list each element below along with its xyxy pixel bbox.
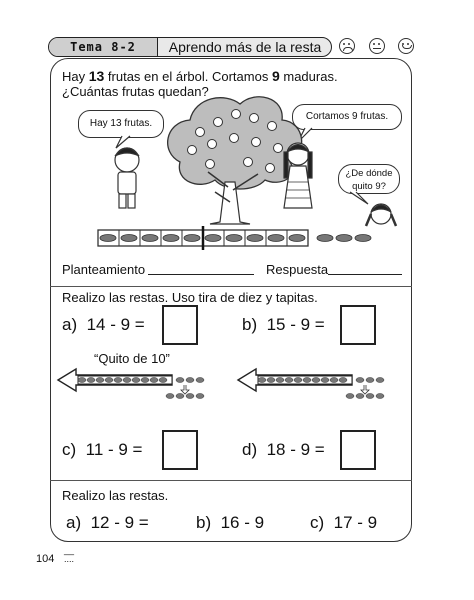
small-girl-speech-bubble: ¿De dónde quito 9? <box>338 164 400 194</box>
page-number: 104 <box>36 553 55 565</box>
exercise-expression: 18 - 9 = <box>266 440 325 459</box>
exercise-letter: c) <box>62 440 77 459</box>
exercise-d <box>242 440 325 460</box>
footer-marks: __ .... <box>64 545 75 564</box>
small-girl-icon <box>366 204 396 226</box>
exercise-letter: d) <box>242 440 258 459</box>
exercise-letter: a) <box>62 315 78 334</box>
answer-box[interactable] <box>162 305 198 345</box>
planteamiento-line[interactable] <box>148 274 254 275</box>
planteamiento-label: Planteamiento <box>62 262 146 277</box>
ten-strip-diagrams <box>56 366 406 406</box>
girl-icon <box>284 143 312 208</box>
respuesta-line[interactable] <box>328 274 402 275</box>
girl-speech-bubble: Cortamos 9 frutas. <box>292 104 402 130</box>
answer-box[interactable] <box>162 430 198 470</box>
exercise-3c: c) 17 - 9 <box>310 513 378 532</box>
exercise-b <box>242 315 325 335</box>
topic-number: Tema 8-2 <box>49 38 158 56</box>
ten-strip-icon <box>98 226 371 250</box>
arrow-ten-strip-icon <box>58 369 204 399</box>
exercise-3b: b) 16 - 9 <box>196 513 265 532</box>
section3-instruction: Realizo las restas. <box>62 488 169 503</box>
sad-face-icon[interactable] <box>339 38 355 54</box>
section-divider <box>50 480 412 481</box>
problem-number-9: 9 <box>271 68 280 84</box>
happy-face-icon[interactable] <box>398 38 414 54</box>
quito-de-10-label: “Quito de 10” <box>94 351 170 366</box>
section-divider <box>50 286 412 287</box>
topic-header <box>48 37 332 57</box>
exercise-expression: 14 - 9 = <box>86 315 145 334</box>
exercise-c <box>62 440 143 460</box>
exercise-a <box>62 315 145 335</box>
answer-box[interactable] <box>340 305 376 345</box>
exercise-3a: a) 12 - 9 = <box>66 513 149 532</box>
problem-line-1: Hay 13 frutas en el árbol. Cortamos 9 maduras. <box>62 68 338 84</box>
boy-speech-bubble: Hay 13 frutas. <box>78 110 164 138</box>
topic-title: Aprendo más de la resta <box>168 39 322 55</box>
respuesta-label: Respuesta <box>266 262 329 277</box>
answer-box[interactable] <box>340 430 376 470</box>
exercise-letter: b) <box>242 315 258 334</box>
exercise-expression: 11 - 9 = <box>85 440 143 459</box>
problem-number-13: 13 <box>88 68 105 84</box>
exercise-expression: 15 - 9 = <box>266 315 325 334</box>
problem-line-2: ¿Cuántas frutas quedan? <box>62 84 209 99</box>
arrow-ten-strip-icon <box>238 369 384 399</box>
neutral-face-icon[interactable] <box>369 38 385 54</box>
section2-instruction: Realizo las restas. Uso tira de diez y tapitas. <box>62 290 318 305</box>
boy-icon <box>115 148 139 208</box>
fruit-tree-illustration <box>50 92 412 252</box>
